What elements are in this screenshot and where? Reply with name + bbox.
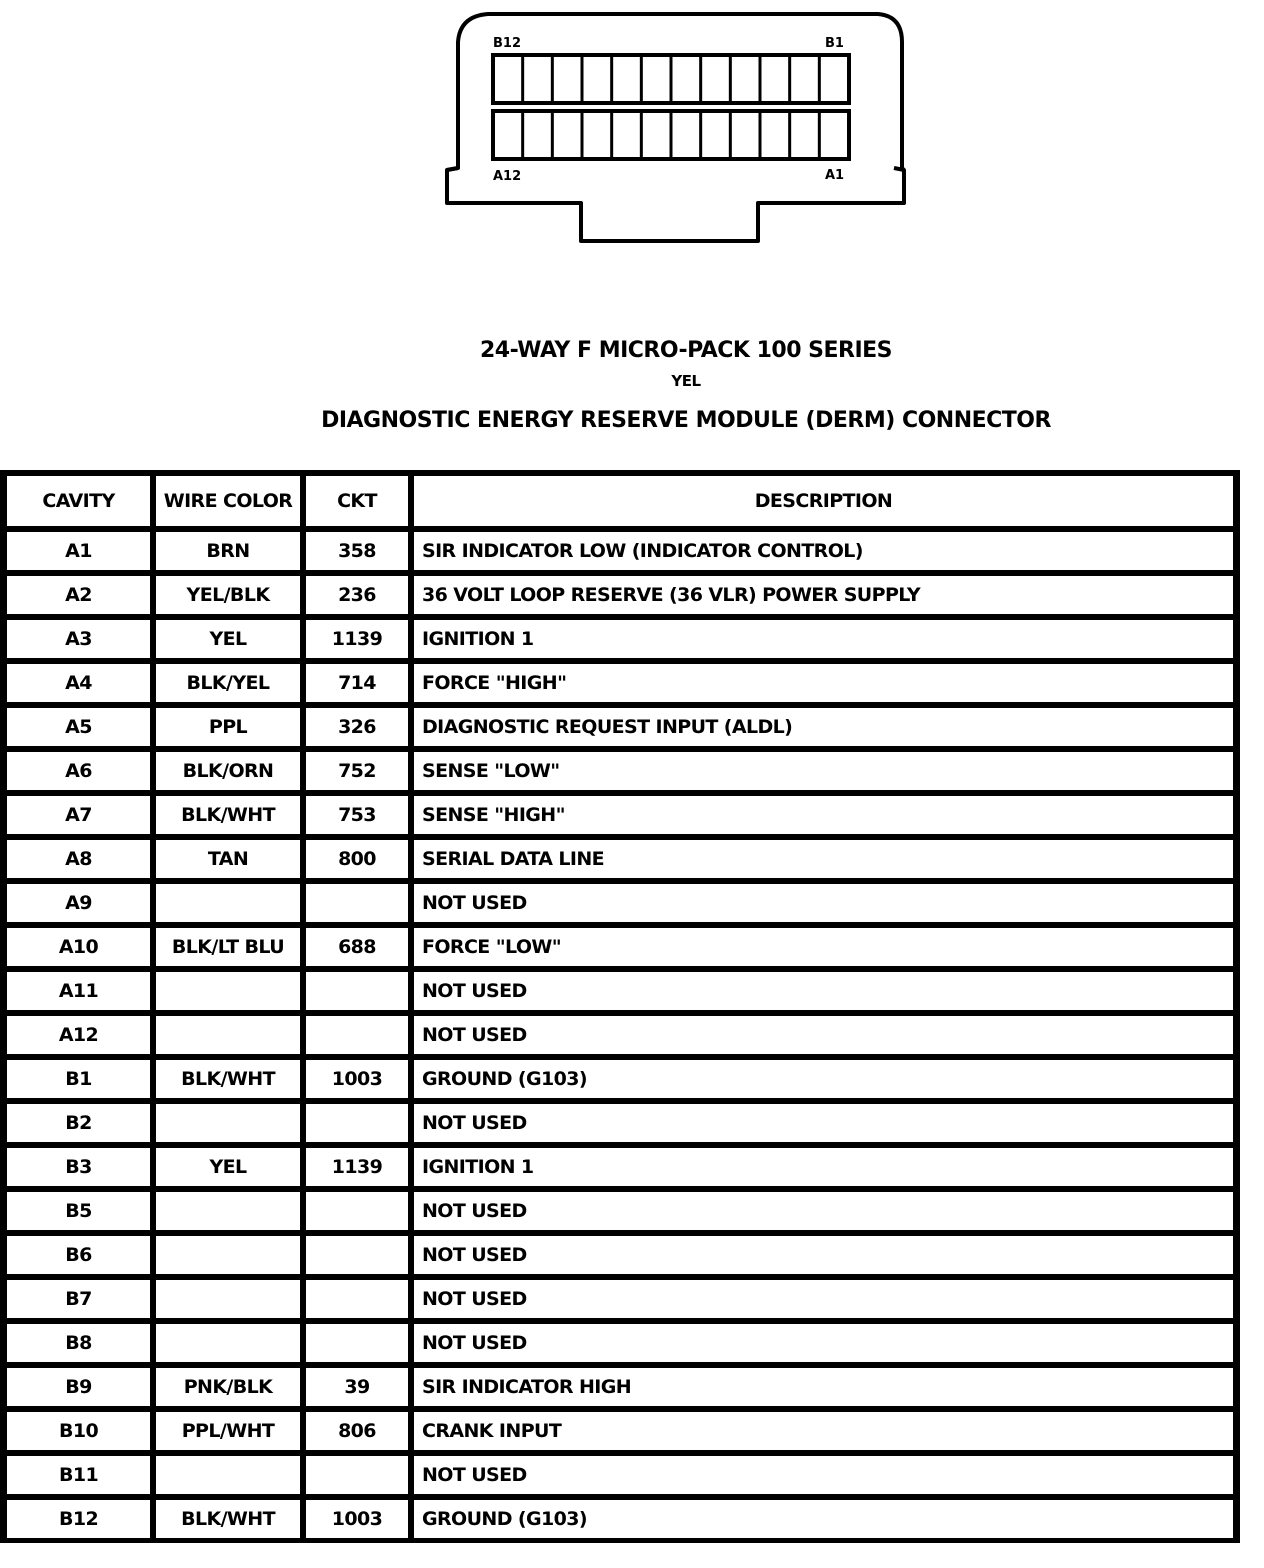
cell-description: SENSE "HIGH" xyxy=(411,793,1236,837)
table-row xyxy=(4,573,1236,617)
cell-description: NOT USED xyxy=(411,881,1236,925)
cell-cavity: B8 xyxy=(4,1321,153,1365)
cell-wire-color xyxy=(153,969,303,1013)
cell-cavity: A6 xyxy=(4,749,153,793)
cell-description: DIAGNOSTIC REQUEST INPUT (ALDL) xyxy=(411,705,1236,749)
cell-description: NOT USED xyxy=(411,1453,1236,1497)
cell-wire-color xyxy=(153,1277,303,1321)
pinout-table-body xyxy=(4,529,1236,1541)
cell-wire-color: TAN xyxy=(153,837,303,881)
table-row xyxy=(4,1013,1236,1057)
cell-cavity: B11 xyxy=(4,1453,153,1497)
cell-cavity: A1 xyxy=(4,529,153,573)
cell-cavity: A10 xyxy=(4,925,153,969)
connector-color-label: YEL xyxy=(671,372,701,390)
pin-label-b1: B1 xyxy=(825,36,844,51)
connector-name-title: DIAGNOSTIC ENERGY RESERVE MODULE (DERM) CONNECTOR xyxy=(321,408,1051,433)
cell-ckt xyxy=(303,969,411,1013)
cell-cavity: B6 xyxy=(4,1233,153,1277)
cell-ckt: 326 xyxy=(303,705,411,749)
cell-wire-color: BLK/LT BLU xyxy=(153,925,303,969)
table-row xyxy=(4,661,1236,705)
cell-ckt xyxy=(303,1013,411,1057)
cell-ckt: 753 xyxy=(303,793,411,837)
cell-wire-color xyxy=(153,1013,303,1057)
cell-ckt: 752 xyxy=(303,749,411,793)
cell-cavity: A12 xyxy=(4,1013,153,1057)
table-row xyxy=(4,793,1236,837)
cell-ckt: 806 xyxy=(303,1409,411,1453)
cell-ckt: 688 xyxy=(303,925,411,969)
header-row xyxy=(4,473,1236,529)
cell-wire-color xyxy=(153,1101,303,1145)
cell-description: NOT USED xyxy=(411,1101,1236,1145)
table-row xyxy=(4,837,1236,881)
cell-description: NOT USED xyxy=(411,969,1236,1013)
cell-ckt: 800 xyxy=(303,837,411,881)
cell-ckt xyxy=(303,1321,411,1365)
cell-wire-color: YEL/BLK xyxy=(153,573,303,617)
cell-description: GROUND (G103) xyxy=(411,1057,1236,1101)
cell-cavity: A2 xyxy=(4,573,153,617)
table-row xyxy=(4,925,1236,969)
cell-cavity: A11 xyxy=(4,969,153,1013)
cell-cavity: B2 xyxy=(4,1101,153,1145)
cell-cavity: A5 xyxy=(4,705,153,749)
cell-description: SIR INDICATOR LOW (INDICATOR CONTROL) xyxy=(411,529,1236,573)
table-row xyxy=(4,1409,1236,1453)
pinout-table-header xyxy=(4,473,1236,529)
connector-series-title: 24-WAY F MICRO-PACK 100 SERIES xyxy=(479,338,893,363)
cell-ckt xyxy=(303,1233,411,1277)
cell-description: SERIAL DATA LINE xyxy=(411,837,1236,881)
cell-description: FORCE "HIGH" xyxy=(411,661,1236,705)
cell-cavity: B3 xyxy=(4,1145,153,1189)
cell-description: NOT USED xyxy=(411,1189,1236,1233)
cell-ckt: 358 xyxy=(303,529,411,573)
cell-description: NOT USED xyxy=(411,1013,1236,1057)
cell-wire-color xyxy=(153,1453,303,1497)
cell-cavity: A3 xyxy=(4,617,153,661)
cell-cavity: A9 xyxy=(4,881,153,925)
header-wire-color: WIRE COLOR xyxy=(153,473,303,529)
cell-wire-color: BLK/WHT xyxy=(153,1497,303,1541)
cell-description: NOT USED xyxy=(411,1233,1236,1277)
table-row xyxy=(4,1057,1236,1101)
table-row xyxy=(4,1365,1236,1409)
cell-description: 36 VOLT LOOP RESERVE (36 VLR) POWER SUPPLY xyxy=(411,573,1236,617)
cell-ckt: 1139 xyxy=(303,617,411,661)
cell-ckt xyxy=(303,1453,411,1497)
cell-cavity: A7 xyxy=(4,793,153,837)
table-row xyxy=(4,1321,1236,1365)
pin-dividers xyxy=(523,55,820,159)
cell-ckt: 236 xyxy=(303,573,411,617)
table-row xyxy=(4,705,1236,749)
table-row xyxy=(4,969,1236,1013)
cell-description: GROUND (G103) xyxy=(411,1497,1236,1541)
cell-wire-color: PPL/WHT xyxy=(153,1409,303,1453)
cell-ckt: 39 xyxy=(303,1365,411,1409)
cell-wire-color xyxy=(153,881,303,925)
cell-wire-color: BLK/WHT xyxy=(153,793,303,837)
cell-wire-color: BLK/ORN xyxy=(153,749,303,793)
cell-wire-color: PNK/BLK xyxy=(153,1365,303,1409)
cell-cavity: B9 xyxy=(4,1365,153,1409)
cell-cavity: A4 xyxy=(4,661,153,705)
table-row xyxy=(4,1277,1236,1321)
table-row xyxy=(4,1145,1236,1189)
cell-ckt: 714 xyxy=(303,661,411,705)
pin-label-b12: B12 xyxy=(493,36,521,51)
table-row xyxy=(4,1189,1236,1233)
cell-ckt: 1003 xyxy=(303,1057,411,1101)
cell-description: FORCE "LOW" xyxy=(411,925,1236,969)
table-row xyxy=(4,617,1236,661)
cell-ckt xyxy=(303,1277,411,1321)
cell-wire-color: YEL xyxy=(153,617,303,661)
header-description: DESCRIPTION xyxy=(411,473,1236,529)
pinout-table xyxy=(0,470,1240,1543)
table-row xyxy=(4,749,1236,793)
cell-description: NOT USED xyxy=(411,1277,1236,1321)
connector-face-diagram xyxy=(0,0,1264,300)
pin-label-a12: A12 xyxy=(493,169,522,184)
header-ckt: CKT xyxy=(303,473,411,529)
cell-wire-color xyxy=(153,1321,303,1365)
header-cavity: CAVITY xyxy=(4,473,153,529)
table-row xyxy=(4,1101,1236,1145)
cell-wire-color: BRN xyxy=(153,529,303,573)
cell-ckt: 1139 xyxy=(303,1145,411,1189)
pin-label-a1: A1 xyxy=(825,168,845,183)
cell-wire-color: BLK/WHT xyxy=(153,1057,303,1101)
table-row xyxy=(4,1497,1236,1541)
cell-ckt xyxy=(303,881,411,925)
cell-ckt xyxy=(303,1189,411,1233)
cell-description: IGNITION 1 xyxy=(411,617,1236,661)
cell-wire-color: PPL xyxy=(153,705,303,749)
cell-wire-color: BLK/YEL xyxy=(153,661,303,705)
cell-description: CRANK INPUT xyxy=(411,1409,1236,1453)
table-row xyxy=(4,881,1236,925)
table-row xyxy=(4,1453,1236,1497)
cell-cavity: B12 xyxy=(4,1497,153,1541)
cell-description: SENSE "LOW" xyxy=(411,749,1236,793)
cell-cavity: B10 xyxy=(4,1409,153,1453)
cell-cavity: B5 xyxy=(4,1189,153,1233)
cell-cavity: A8 xyxy=(4,837,153,881)
cell-description: SIR INDICATOR HIGH xyxy=(411,1365,1236,1409)
cell-wire-color: YEL xyxy=(153,1145,303,1189)
cell-description: NOT USED xyxy=(411,1321,1236,1365)
cell-ckt xyxy=(303,1101,411,1145)
table-row xyxy=(4,529,1236,573)
cell-ckt: 1003 xyxy=(303,1497,411,1541)
cell-cavity: B1 xyxy=(4,1057,153,1101)
cell-description: IGNITION 1 xyxy=(411,1145,1236,1189)
cell-wire-color xyxy=(153,1233,303,1277)
cell-cavity: B7 xyxy=(4,1277,153,1321)
table-row xyxy=(4,1233,1236,1277)
cell-wire-color xyxy=(153,1189,303,1233)
